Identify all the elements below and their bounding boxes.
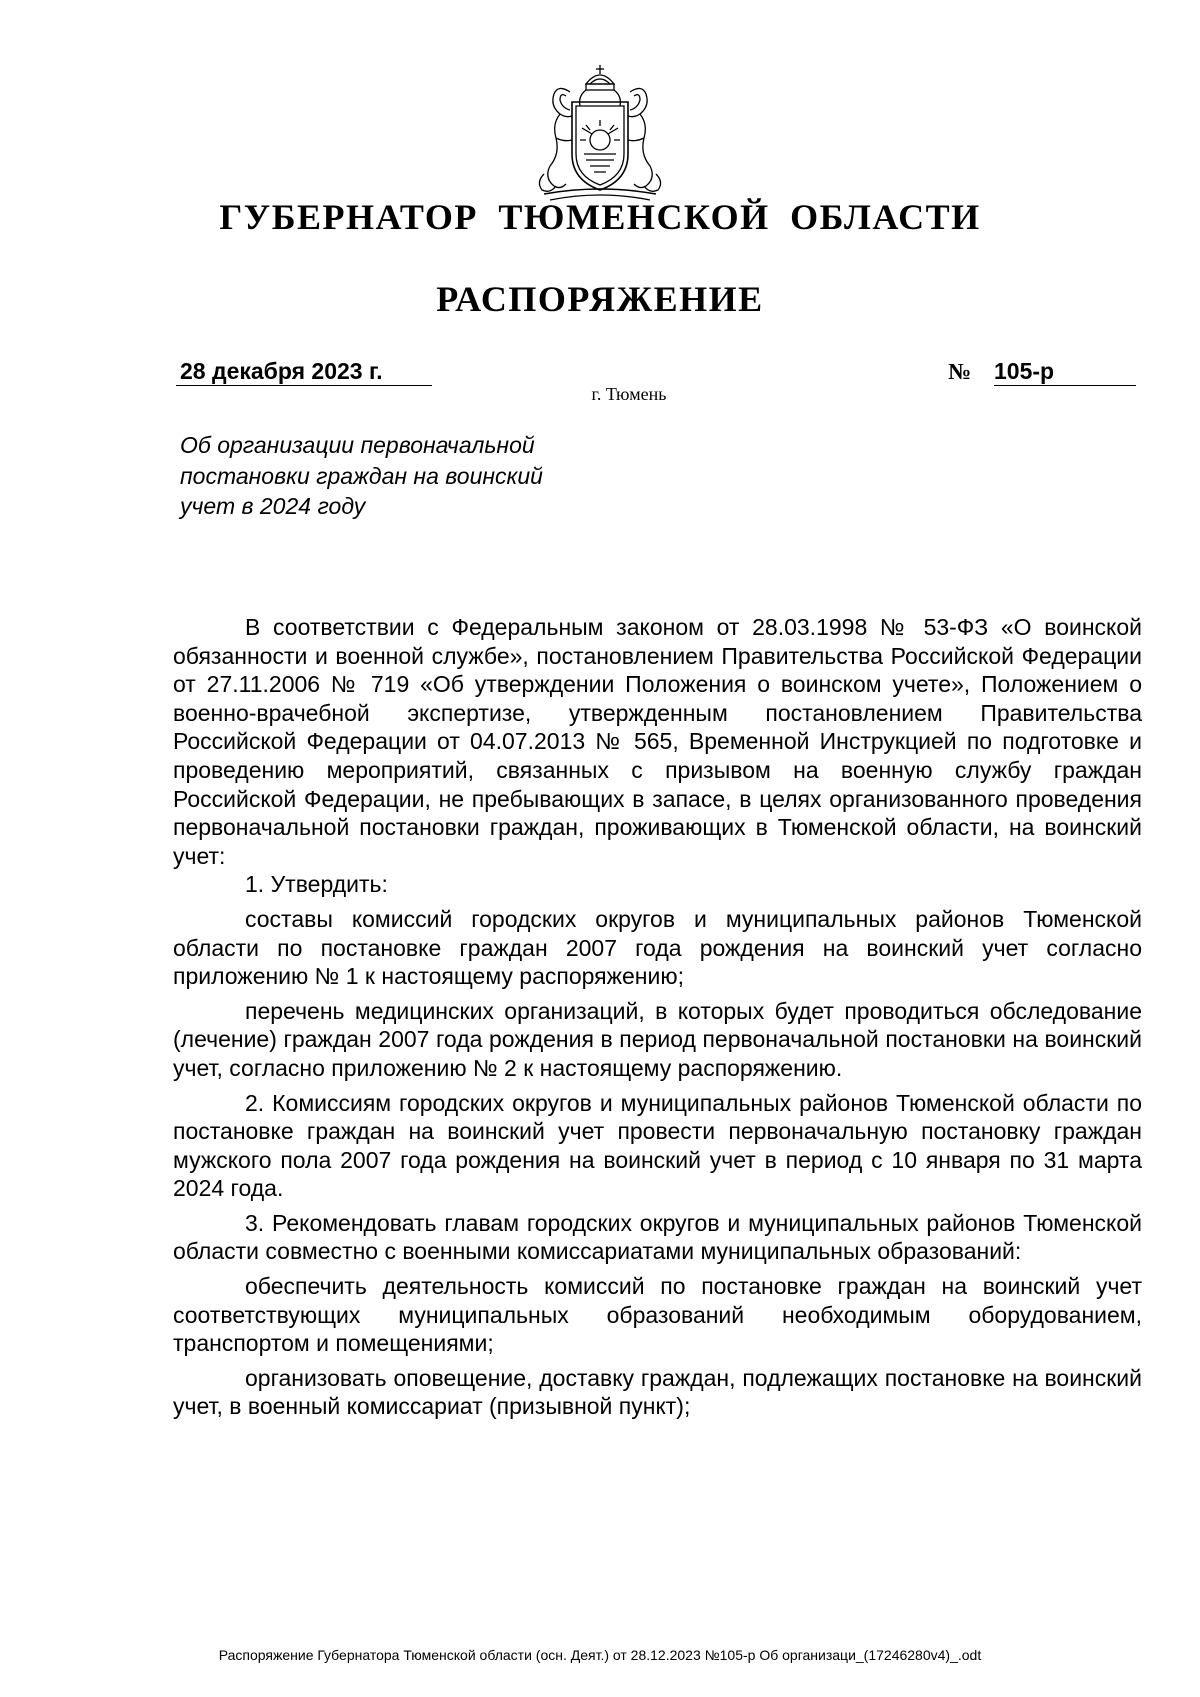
- organization-title: ГУБЕРНАТОР ТЮМЕНСКОЙ ОБЛАСТИ: [219, 197, 981, 237]
- document-body: [173, 613, 1142, 1421]
- number-sign: №: [948, 359, 972, 384]
- footer-filename: Распоряжение Губернатора Тюменской области (осн. Деят.) от 28.12.2023 №105-р Об организаци_(17246280v4)_.odt: [218, 1647, 982, 1663]
- document-type: РАСПОРЯЖЕНИЕ: [436, 279, 764, 319]
- body-paragraph: 2. Комиссиям городских округов и муниципальных районов Тюменской области по постановке граждан на воинский учет провести первоначальную постановку граждан мужского пола 2007 года рождения на воинский учет в период с 10 января по 31 марта 2024 года.: [173, 1089, 1142, 1202]
- subject-line: Об организации первоначальной: [180, 432, 535, 458]
- subject-line: постановки граждан на воинский: [180, 462, 543, 489]
- subject-line: учет в 2024 году: [180, 493, 366, 519]
- document-number: [948, 356, 1136, 386]
- body-paragraph: В соответствии с Федеральным законом от 28.03.1998 № 53-ФЗ «О воинской обязанности и военной службе», постановлением Правительства Российской Федерации от 27.11.2006 № 719 «Об утверждении Положения о воинском учете», Положением о военно-врачебной экспертизе, утвержденным постановлением Правительства Российской Федерации от 04.07.2013 № 565, Временной Инструкцией по подготовке и проведению мероприятий, связанных с призывом на военную службу граждан Российской Федерации, не пребывающих в запасе, в целях организованного проведения первоначальной постановки граждан, проживающих в Тюменской области, на воинский учет:: [173, 614, 1142, 869]
- city: г. Тюмень: [591, 384, 667, 404]
- document-subject: [180, 430, 640, 522]
- body-paragraph: составы комиссий городских округов и муниципальных районов Тюменской области по постановке граждан 2007 года рождения на воинский учет согласно приложению № 1 к настоящему распоряжению;: [173, 905, 1142, 990]
- body-paragraph: обеспечить деятельность комиссий по постановке граждан на воинский учет соответствующих муниципальных образований необходимым оборудованием, транспортом и помещениями;: [173, 1273, 1142, 1357]
- body-paragraph: организовать оповещение, доставку граждан, подлежащих постановке на воинский учет, в военный комиссариат (призывной пункт);: [173, 1364, 1142, 1420]
- coat-of-arms-icon: [520, 62, 680, 204]
- body-paragraph: 1. Утвердить:: [245, 871, 388, 898]
- body-paragraph: перечень медицинских организаций, в которых будет проводиться обследование (лечение) граждан 2007 года рождения в период первоначальной постановки на воинский учет, согласно приложению № 2 к настоящему распоряжению.: [173, 997, 1142, 1081]
- document-date: 28 декабря 2023 г.: [176, 356, 432, 386]
- body-paragraph: 3. Рекомендовать главам городских округов и муниципальных районов Тюменской области совместно с военными комиссариатами муниципальных образований:: [173, 1209, 1142, 1265]
- number-value: 105-р: [994, 356, 1136, 386]
